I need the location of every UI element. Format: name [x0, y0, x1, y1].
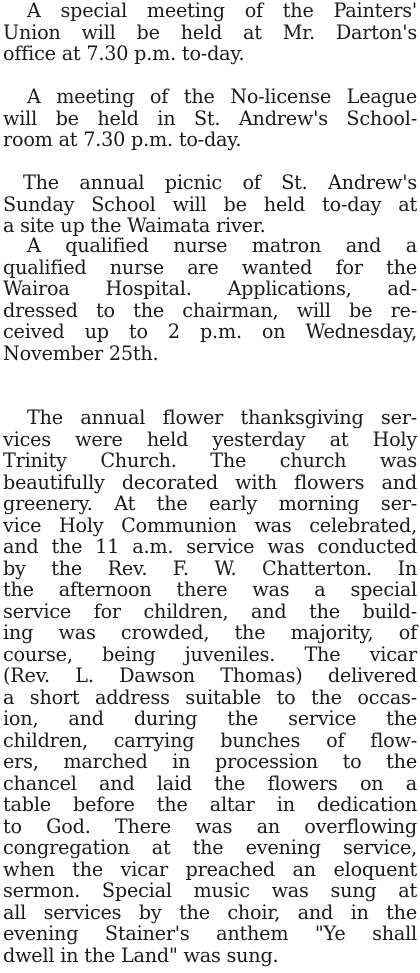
text-line: service for children, and the build- [3, 599, 417, 623]
text-line: and the 11 a.m. service was conducted [3, 535, 417, 558]
notice-no-license-league [3, 86, 417, 151]
text-line: Sunday School will be held to-day at [3, 192, 417, 216]
text-line: a short address suitable to the occas- [3, 685, 417, 709]
text-line: ing was crowded, the majority, of [3, 621, 417, 644]
text-line: The annual flower thanksgiving ser- [27, 406, 417, 429]
notice-nurse-wanted [3, 235, 417, 364]
text-line: greenery. At the early morning ser- [3, 492, 417, 515]
text-line: will be held in St. Andrew's School- [3, 106, 417, 130]
text-line: all services by the choir, and in the [3, 900, 417, 924]
text-line: a site up the Waimata river. [3, 214, 266, 237]
text-line: table before the altar in dedication [3, 793, 417, 816]
text-line: the afternoon there was a special [3, 578, 417, 601]
text-line: A meeting of the No-license League [27, 85, 417, 108]
text-line: when the vicar preached an eloquent [3, 857, 417, 881]
text-line: to God. There was an overflowing [3, 814, 417, 838]
text-line: November 25th. [3, 341, 159, 365]
text-line: congregation at the evening service, [3, 836, 417, 859]
text-line: A special meeting of the Painters' [27, 0, 417, 22]
text-line: vice Holy Communion was celebrated, [3, 513, 417, 537]
text-line: qualified nurse are wanted for the [3, 255, 417, 279]
text-line: (Rev. L. Dawson Thomas) delivered [3, 664, 417, 687]
text-line: dressed to the chairman, will be re- [3, 298, 417, 322]
text-line: Trinity Church. The church was [3, 449, 417, 472]
text-line: A qualified nurse matron and a [27, 234, 417, 257]
text-line: office at 7.30 p.m. to-day. [3, 42, 245, 65]
text-line: Wairoa Hospital. Applications, ad- [3, 277, 417, 300]
article-flower-thanksgiving [3, 407, 417, 966]
text-line: ion, and during the service the [3, 707, 417, 730]
text-line: room at 7.30 p.m. to-day. [3, 128, 242, 151]
text-line: ers, marched in procession to the [3, 750, 417, 773]
text-line: The annual picnic of St. Andrew's [23, 171, 417, 194]
text-line: evening Stainer's anthem "Ye shall [3, 922, 417, 945]
text-line: dwell in the Land" was sung. [3, 943, 279, 967]
text-line: ceived up to 2 p.m. on Wednesday, [3, 320, 417, 343]
notice-sunday-school-picnic [3, 172, 417, 237]
text-line: Union will be held at Mr. Darton's [3, 20, 417, 44]
text-line: by the Rev. F. W. Chatterton. In [3, 556, 417, 580]
text-line: vices were held yesterday at Holy [3, 427, 417, 451]
text-line: sermon. Special music was sung at [3, 879, 417, 902]
text-line: children, carrying bunches of flow- [3, 728, 417, 752]
notice-painters-union [3, 0, 417, 65]
text-line: course, being juveniles. The vicar [3, 642, 417, 666]
text-line: chancel and laid the flowers on a [3, 771, 417, 795]
text-line: beautifully decorated with flowers and [3, 470, 417, 494]
